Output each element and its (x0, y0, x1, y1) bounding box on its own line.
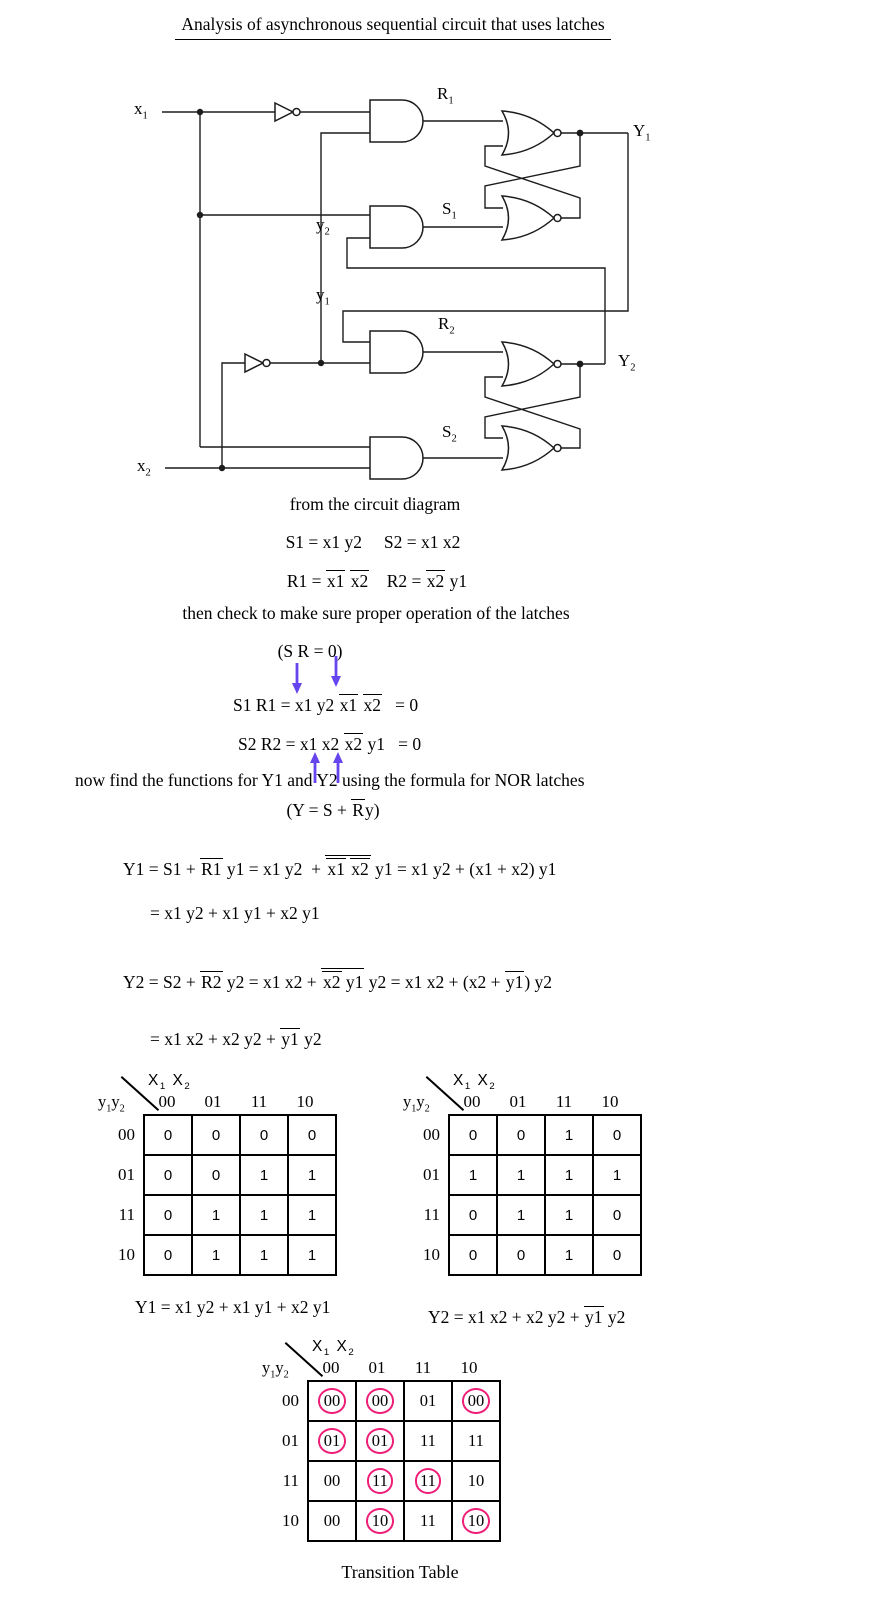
grid-cell: 1 (288, 1195, 336, 1235)
grid-cell: 0 (593, 1235, 641, 1275)
grid-cell (404, 1421, 452, 1461)
signal-label-r1: $R_1$ (437, 84, 454, 107)
sr-zero-condition: (S R = 0) (277, 641, 343, 661)
input-label-x2: $x_2$ (137, 456, 151, 479)
grid-cell (356, 1501, 404, 1541)
grid-row-label: 01 (423, 1165, 440, 1184)
grid-cell (308, 1461, 356, 1501)
nor-latch-formula: (Y = S + Ry) (286, 800, 380, 820)
grid-cell: 1 (240, 1195, 288, 1235)
annotation-arrows (292, 656, 343, 783)
next-state: 11 (420, 1511, 436, 1530)
feedback-label-y2: $y_2$ (316, 215, 330, 238)
grid-cell: 0 (497, 1115, 545, 1155)
stable-state-circled: 11 (367, 1468, 394, 1494)
equation-s-definitions: S1 = x1 y2 S2 = x1 x2 (285, 532, 461, 552)
grid-cell: 0 (288, 1115, 336, 1155)
nor-gate-latch1-bottom (502, 196, 561, 240)
stable-state-circled: 00 (366, 1388, 394, 1414)
nor-gate-latch2-bottom (502, 426, 561, 470)
equation-r-definitions: R1 = x1 x2 R2 = x2 y1 (286, 571, 468, 591)
next-state: 11 (468, 1431, 484, 1450)
grid-cell: 1 (240, 1155, 288, 1195)
signal-label-r2: $R_2$ (438, 314, 455, 337)
next-state: 01 (419, 1391, 437, 1410)
inverter-x1 (275, 103, 300, 121)
grid-row-label: 11 (118, 1205, 135, 1224)
grid-cell (452, 1421, 500, 1461)
grid-cell: 1 (545, 1155, 593, 1195)
grid-cell (356, 1461, 404, 1501)
grid-row-label: 01 (282, 1431, 299, 1450)
grid-cell (452, 1381, 500, 1421)
check-latches-line: then check to make sure proper operation of the latches (182, 603, 570, 623)
equation-s2r2: S2 R2 = x1 x2 x2 y1 = 0 (238, 734, 422, 754)
equation-y1-result: = x1 y2 + x1 y1 + x2 y1 (150, 903, 320, 923)
grid-cells (403, 1114, 642, 1276)
page-title: Analysis of asynchronous sequential circuit that uses latches (0, 14, 786, 40)
grid-cell: 1 (497, 1195, 545, 1235)
grid-cell: 0 (240, 1115, 288, 1155)
grid-variables-header: $X_1$ $X_2$ (148, 1072, 192, 1093)
transition-table (262, 1338, 501, 1542)
table-row (262, 1501, 500, 1541)
table-row (403, 1235, 641, 1275)
grid-col-label: 11 (555, 1092, 573, 1111)
grid-col-label: 11 (250, 1092, 268, 1111)
grid-cell: 0 (144, 1195, 192, 1235)
grid-label-row (262, 1356, 501, 1381)
grid-row-label: 00 (423, 1125, 440, 1144)
table-row (98, 1235, 336, 1275)
grid-cell: 0 (192, 1115, 240, 1155)
table-row (98, 1195, 336, 1235)
grid-row-label: 10 (423, 1245, 440, 1264)
equation-y2-derivation: Y2 = S2 + R2 y2 = x1 x2 + x2 y1 y2 = x1 x2 + (x2 + y1) y2 (123, 968, 552, 992)
grid-cell (404, 1461, 452, 1501)
grid-col-label: 10 (460, 1358, 478, 1377)
next-state: 00 (323, 1511, 341, 1530)
grid-cell: 0 (449, 1235, 497, 1275)
stable-state-circled: 10 (462, 1508, 490, 1534)
grid-variables-header: $X_1$ $X_2$ (312, 1338, 356, 1359)
from-diagram-line: from the circuit diagram (289, 494, 461, 514)
grid-cell: 1 (192, 1235, 240, 1275)
grid-cell: 1 (545, 1115, 593, 1155)
equation-y1-derivation: Y1 = S1 + R1 y1 = x1 y2 + x1 x2 y1 = x1 y2 + (x1 + x2) y1 (123, 855, 556, 879)
equation-s1r1: S1 R1 = x1 y2 x1 x2 = 0 (233, 695, 419, 715)
grid-cell: 0 (593, 1195, 641, 1235)
grid-cell (308, 1381, 356, 1421)
grid-col-labels (449, 1092, 633, 1112)
grid-row-label: 00 (118, 1125, 135, 1144)
table-row (262, 1461, 500, 1501)
grid-corner-label: $y_1y_2$ (98, 1092, 125, 1115)
grid-col-label: 00 (322, 1358, 340, 1377)
circuit-wires (162, 112, 628, 468)
stable-state-circled: 01 (318, 1428, 346, 1454)
equation-y2-result: = x1 x2 + x2 y2 + y1 y2 (150, 1029, 322, 1049)
grid-cells (262, 1380, 501, 1542)
grid-cells (98, 1114, 337, 1276)
inverter-x2 (245, 354, 270, 372)
grid-cell (308, 1501, 356, 1541)
grid-cell (404, 1381, 452, 1421)
nor-gate-latch2-top (502, 342, 561, 386)
grid-row-label: 10 (118, 1245, 135, 1264)
and-gate-s1 (370, 206, 423, 248)
feedback-label-y1: $y_1$ (316, 285, 330, 308)
grid-corner-label: $y_1y_2$ (262, 1358, 289, 1381)
grid-col-labels (308, 1358, 492, 1378)
grid-col-label: 10 (601, 1092, 619, 1111)
grid-row-label: 10 (282, 1511, 299, 1530)
table-row (98, 1115, 336, 1155)
table-row (262, 1421, 500, 1461)
grid-row-label: 00 (282, 1391, 299, 1410)
grid-cell: 0 (593, 1115, 641, 1155)
grid-cell: 1 (593, 1155, 641, 1195)
grid-cell: 1 (545, 1235, 593, 1275)
and-gate-r1 (370, 100, 423, 142)
and-gate-r2 (370, 331, 423, 373)
kmap-y1 (98, 1072, 337, 1276)
grid-col-label: 00 (158, 1092, 176, 1111)
stable-state-circled: 01 (366, 1428, 394, 1454)
stable-state-circled: 10 (366, 1508, 394, 1534)
kmap-y2 (403, 1072, 642, 1276)
grid-row-label: 11 (423, 1205, 440, 1224)
grid-cell: 1 (240, 1235, 288, 1275)
grid-corner-label: $y_1y_2$ (403, 1092, 430, 1115)
signal-label-s1: $S_1$ (442, 199, 457, 222)
grid-cell (308, 1421, 356, 1461)
kmap-y2-caption: Y2 = x1 x2 + x2 y2 + y1 y2 (428, 1307, 626, 1327)
output-label-y2: $Y_2$ (618, 351, 636, 374)
grid-label-row (403, 1090, 642, 1115)
now-find-line: now find the functions for Y1 and Y2 using the formula for NOR latches (75, 770, 585, 790)
next-state: 00 (323, 1471, 341, 1490)
stable-state-circled: 11 (415, 1468, 442, 1494)
kmap-y1-caption: Y1 = x1 y2 + x1 y1 + x2 y1 (135, 1297, 331, 1317)
grid-row-label: 11 (282, 1471, 299, 1490)
grid-cell: 0 (497, 1235, 545, 1275)
grid-col-label: 10 (296, 1092, 314, 1111)
grid-cell (452, 1501, 500, 1541)
grid-cell: 1 (288, 1155, 336, 1195)
grid-cell: 0 (144, 1115, 192, 1155)
grid-col-label: 01 (368, 1358, 386, 1377)
grid-cell (404, 1501, 452, 1541)
grid-col-label: 11 (414, 1358, 432, 1377)
junction-dots (197, 109, 584, 471)
grid-cell: 0 (449, 1115, 497, 1155)
grid-col-label: 01 (509, 1092, 527, 1111)
grid-variables-header: $X_1$ $X_2$ (453, 1072, 497, 1093)
grid-col-labels (144, 1092, 328, 1112)
signal-label-s2: $S_2$ (442, 422, 457, 445)
grid-cell (356, 1421, 404, 1461)
grid-cell (452, 1461, 500, 1501)
grid-col-label: 00 (463, 1092, 481, 1111)
grid-cell: 1 (192, 1195, 240, 1235)
grid-cell: 1 (497, 1155, 545, 1195)
table-row (403, 1115, 641, 1155)
table-row (403, 1195, 641, 1235)
grid-col-label: 01 (204, 1092, 222, 1111)
and-gate-s2 (370, 437, 423, 479)
next-state: 10 (467, 1471, 485, 1490)
stable-state-circled: 00 (318, 1388, 346, 1414)
grid-label-row (98, 1090, 337, 1115)
grid-cell: 0 (192, 1155, 240, 1195)
grid-cell (356, 1381, 404, 1421)
grid-cell: 0 (144, 1155, 192, 1195)
grid-cell: 0 (144, 1235, 192, 1275)
next-state: 11 (420, 1431, 436, 1450)
output-label-y1: $Y_1$ (633, 121, 651, 144)
input-label-x1: $x_1$ (134, 99, 148, 122)
stable-state-circled: 00 (462, 1388, 490, 1414)
grid-cell: 1 (288, 1235, 336, 1275)
grid-row-label: 01 (118, 1165, 135, 1184)
grid-cell: 1 (449, 1155, 497, 1195)
table-row (403, 1155, 641, 1195)
grid-cell: 1 (545, 1195, 593, 1235)
transition-table-caption: Transition Table (341, 1562, 459, 1582)
nor-gate-latch1-top (502, 111, 561, 155)
table-row (262, 1381, 500, 1421)
table-row (98, 1155, 336, 1195)
grid-cell: 0 (449, 1195, 497, 1235)
